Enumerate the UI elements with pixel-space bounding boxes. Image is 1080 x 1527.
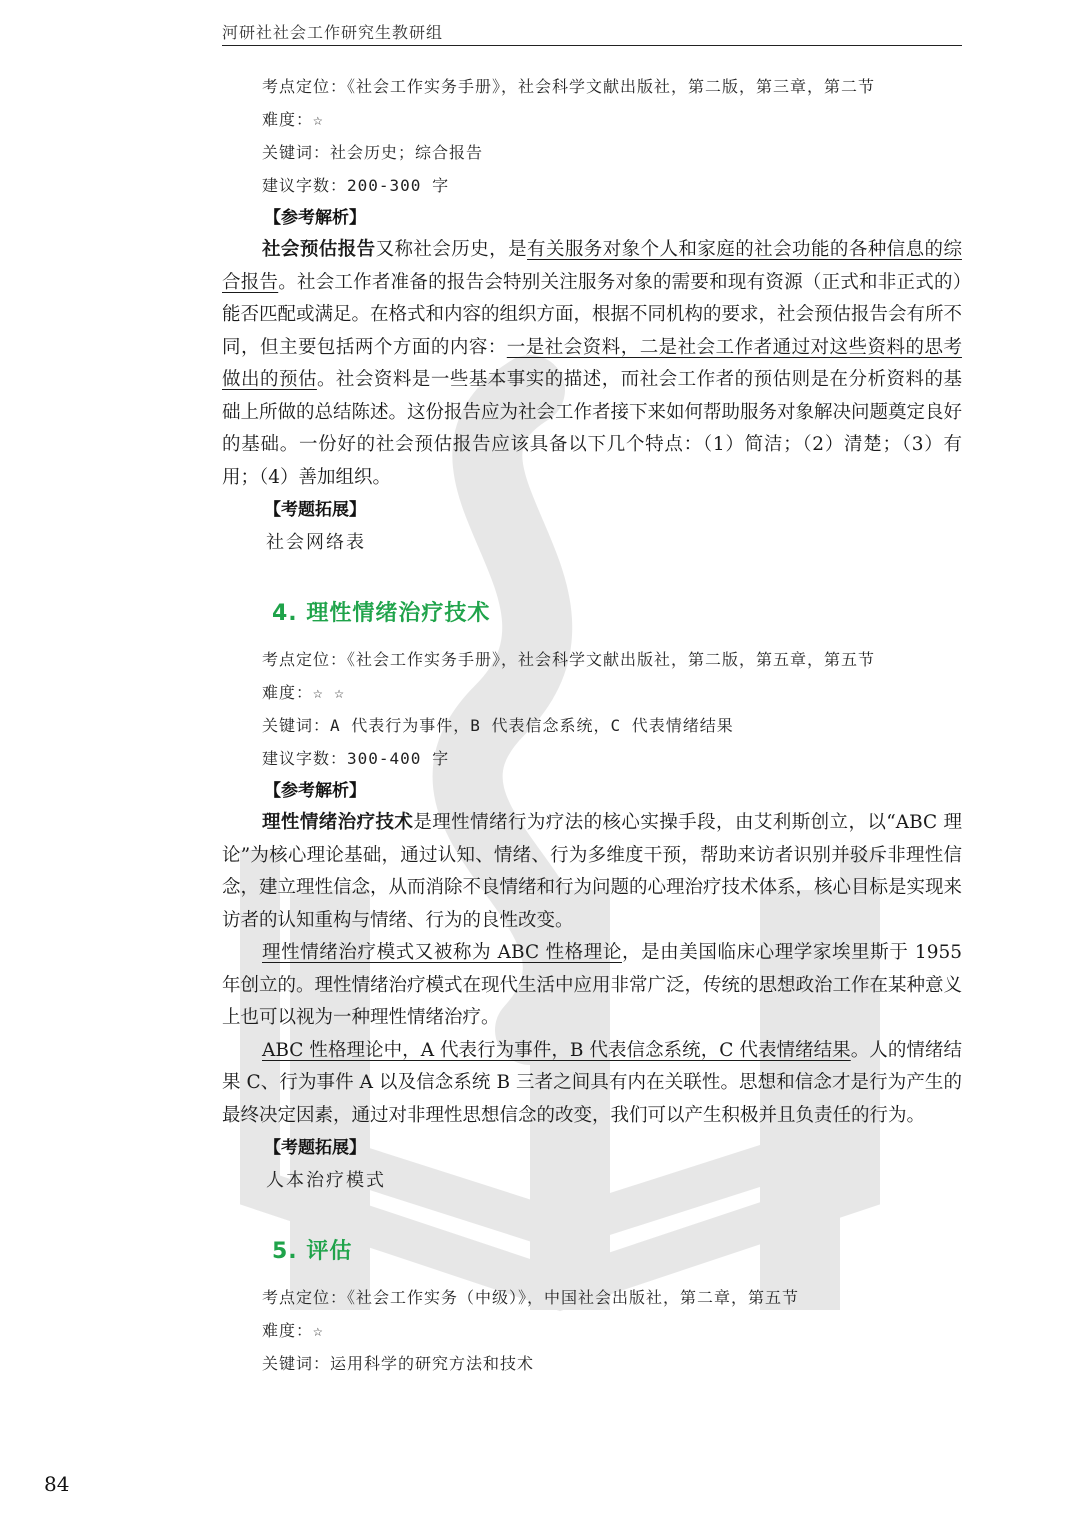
header-divider <box>222 45 962 46</box>
word-count: 建议字数：200-300 字 <box>262 176 450 195</box>
exam-location: 考点定位：《社会工作实务手册》，社会科学文献出版社，第二版，第三章，第二节 <box>262 77 876 96</box>
extension-text: 人本治疗模式 <box>266 1170 386 1191</box>
exam-location: 考点定位：《社会工作实务手册》，社会科学文献出版社，第二版，第五章，第五节 <box>262 650 876 669</box>
analysis-paragraph <box>222 807 962 937</box>
difficulty: 难度：☆ <box>262 1321 324 1340</box>
keywords: 关键词：社会历史；综合报告 <box>262 143 484 162</box>
text-run: 。社会工作者准备的报告会特别关注服务对象的需要和现有资源（正式和非正式的）能否匹配或满足。在格式和内容的组织方面，根据不同机构的要求，社会预估报告会有所不同，但主要包括两个方面的内容： <box>222 271 963 358</box>
analysis-paragraph <box>222 937 962 1035</box>
word-count: 建议字数：300-400 字 <box>262 749 450 768</box>
text-run: 又称社会历史，是 <box>375 239 528 260</box>
text-run: 是理性情绪行为疗法的核心实操手段，由艾利斯创立，以“ABC 理论”为核心理论基础，通过认知、情绪、行为多维度干预，帮助来访者识别并驳斥非理性信念，建立理性信念，从而消除不良情绪和行为问题的心理治疗技术体系，核心目标是实现来访者的认知重构与情绪、行为的良性改变。 <box>222 812 963 931</box>
difficulty: 难度：☆ ☆ <box>262 683 345 702</box>
running-header: 河研社社会工作研究生教研组 <box>222 23 444 42</box>
analysis-label: 【参考解析】 <box>264 208 366 228</box>
exam-location: 考点定位：《社会工作实务（中级）》，中国社会出版社，第二章，第五节 <box>262 1288 800 1307</box>
section-title: 4. 理性情绪治疗技术 <box>272 601 491 626</box>
term-bold: 理性情绪治疗技术 <box>262 812 414 833</box>
difficulty: 难度：☆ <box>262 110 324 129</box>
text-run: 。社会资料是一些基本事实的描述，而社会工作者的预估则是在分析资料的基础上所做的总结陈述。这份报告应为社会工作者接下来如何帮助服务对象解决问题奠定良好的基础。一份好的社会预估报告应该具备以下几个特点：（1）简洁；（2）清楚；（3）有用；（4）善加组织。 <box>222 369 963 488</box>
text-run: ，是由美国临床心理学家埃里斯于 1955 年创立的。理性情绪治疗模式在现代生活中应用非常广泛，传统的思想政治工作在某种意义上也可以视为一种理性情绪治疗。 <box>222 942 963 1028</box>
extension-label: 【考题拓展】 <box>264 1138 366 1158</box>
text-run: 。人的情绪结果 C、行为事件 A 以及信念系统 B 三者之间具有内在关联性。思想和信念才是行为产生的最终决定因素，通过对非理性思想信念的改变，我们可以产生积极并且负责任的行为。 <box>222 1039 962 1126</box>
underlined-text: 理性情绪治疗模式又被称为 ABC 性格理论 <box>262 942 622 963</box>
page-content <box>222 70 962 1380</box>
extension-label: 【考题拓展】 <box>264 500 366 520</box>
underlined-text: 有关服务对象个人和家庭的社会功能的各种信息的综合报告 <box>222 239 962 293</box>
underlined-text: ABC 性格理论中，A 代表行为事件，B 代表信念系统，C 代表情绪结果 <box>262 1039 851 1061</box>
keywords: 关键词：运用科学的研究方法和技术 <box>262 1354 535 1373</box>
analysis-paragraph <box>222 1035 962 1133</box>
analysis-paragraph <box>222 234 962 494</box>
extension-text: 社会网络表 <box>266 532 366 553</box>
keywords: 关键词：A 代表行为事件，B 代表信念系统，C 代表情绪结果 <box>262 716 734 735</box>
term-bold: 社会预估报告 <box>262 239 376 260</box>
section-title: 5. 评估 <box>272 1239 353 1264</box>
underlined-text: 一是社会资料，二是社会工作者通过对这些资料的思考做出的预估 <box>222 336 962 390</box>
analysis-label: 【参考解析】 <box>264 781 366 801</box>
page-number: 84 <box>44 1472 70 1496</box>
